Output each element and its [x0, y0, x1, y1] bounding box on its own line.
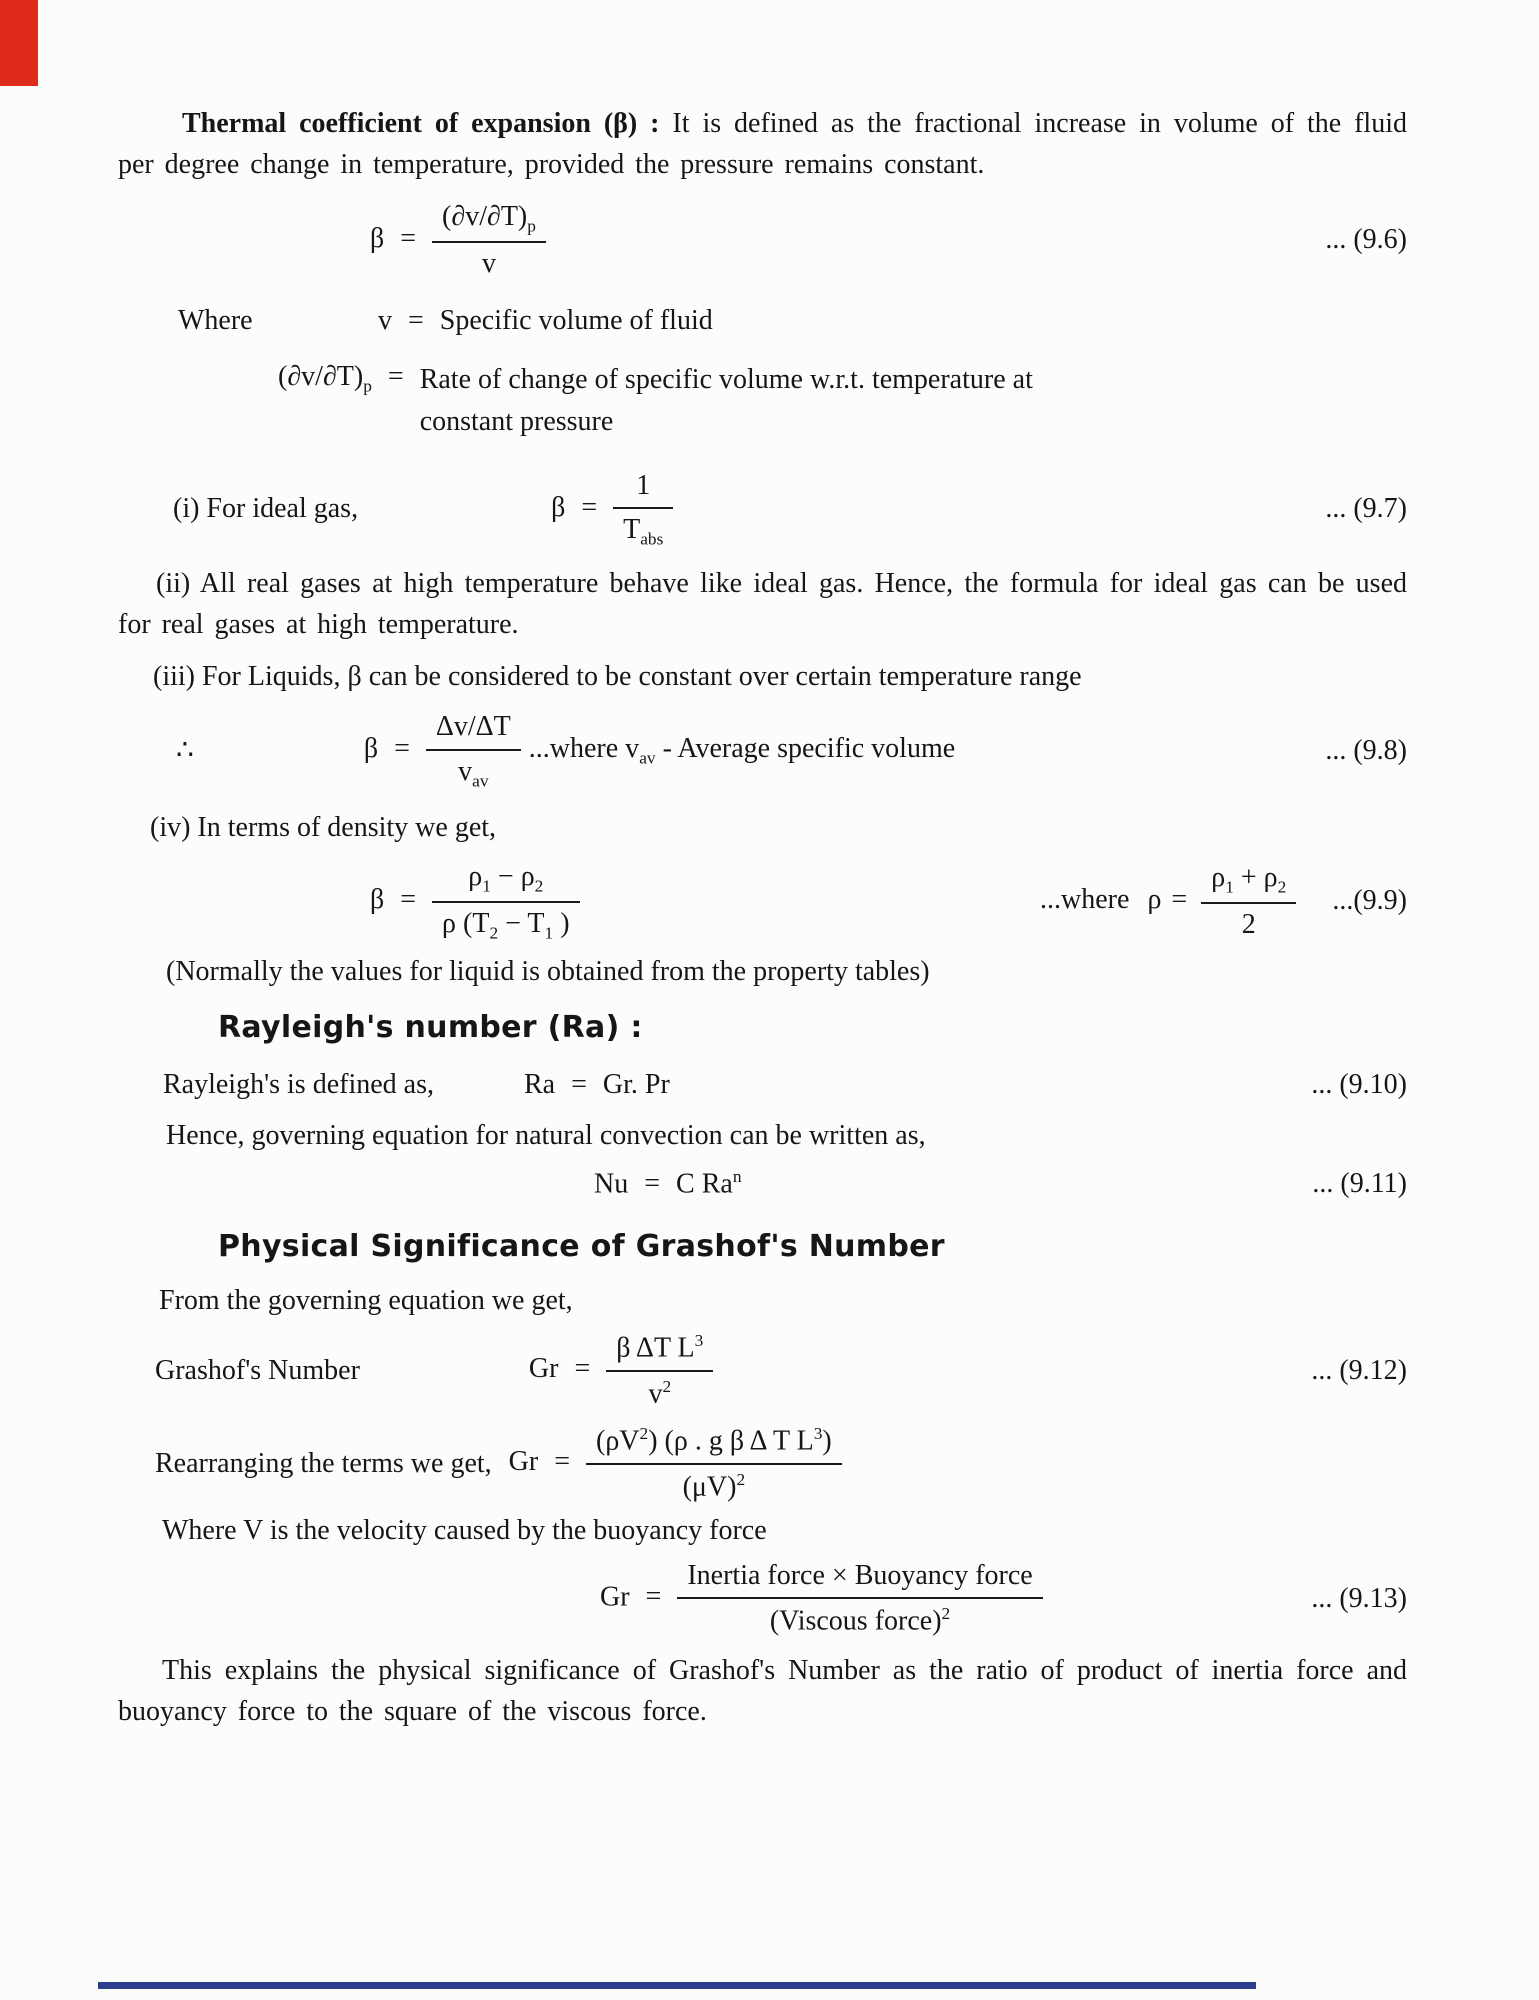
eq-9-6-fraction: [432, 200, 546, 281]
eq-9-8-number: ... (9.8): [1325, 734, 1407, 766]
eq-9-12-fraction: [606, 1330, 713, 1411]
eq-9-6-body: [370, 200, 546, 281]
eq-9-9-num-a: ρ: [468, 860, 483, 892]
eq-9-9-den-2: 2: [1241, 908, 1256, 940]
eq-9-9-den-b: − T: [498, 907, 545, 939]
equation-9-13: [118, 1559, 1407, 1639]
eq-9-12-number: ... (9.12): [1311, 1354, 1407, 1386]
dvdt-symbol-sub: p: [363, 376, 372, 396]
eq-9-9-den-a-sub: 2: [489, 923, 499, 943]
eq-9-12-numerator: [606, 1330, 713, 1371]
eq-9-11-body: [594, 1166, 742, 1203]
eq-9-6-num-sub: p: [527, 216, 536, 236]
eq-9-9-num-a-sub: 1: [482, 876, 491, 896]
eq-rearranged-body: [509, 1423, 842, 1504]
eq-9-8-fraction: [426, 710, 521, 791]
where-dvdt-line: [118, 359, 1407, 443]
eq-9-12-den-sup: 2: [662, 1376, 672, 1396]
equation-9-11: [118, 1166, 1407, 1203]
rearranging-label: Rearranging the terms we get,: [155, 1447, 492, 1479]
eq-9-9-equals-2: =: [1171, 884, 1188, 916]
dvdt-desc-line2: constant pressure: [419, 406, 614, 438]
eq-9-8-body: [364, 710, 521, 791]
eq-9-12-num-base: β ΔT L: [616, 1332, 695, 1364]
hence-line: Hence, governing equation for natural convection can be written as,: [166, 1120, 926, 1152]
eq-9-10-equals: =: [571, 1069, 587, 1101]
eq-rearranged-fraction: [586, 1423, 842, 1504]
equation-rearranged: [118, 1423, 1407, 1504]
eq-9-12-lhs: Gr: [528, 1353, 559, 1385]
dvdt-desc: [420, 359, 1033, 443]
closing-paragraph: This explains the physical significance of Grashof's Number as the ratio of product of inertia force and buoyancy force to the square of the viscous force.: [118, 1654, 1407, 1727]
intro-lead-text: It is defined as the fractional increase in volume of the fluid per degree change in temperature, provided the pressure remains constant.: [118, 108, 1407, 180]
eq-9-9-num2-b-sub: 2: [1277, 877, 1287, 897]
eq-9-6-equals: =: [400, 222, 417, 254]
red-corner-mark: [0, 0, 38, 86]
eq-9-6-denominator: v: [481, 247, 496, 279]
eq-rearranged-num-b: ) (ρ . g β Δ T L: [648, 1425, 814, 1457]
eq-9-8-where-post: - Average specific volume: [655, 733, 956, 765]
eq-9-7-fraction: [613, 469, 673, 550]
rayleigh-heading: Rayleigh's number (Ra) :: [218, 1010, 643, 1046]
eq-9-8-denominator: [426, 751, 521, 792]
where-v-equals: =: [408, 304, 424, 336]
eq-9-8-where-sub: av: [639, 748, 656, 768]
item-iv-line: (iv) In terms of density we get,: [150, 812, 497, 844]
grashof-heading: Physical Significance of Grashof's Number: [218, 1228, 945, 1264]
rayleigh-defined-label: Rayleigh's is defined as,: [163, 1069, 434, 1101]
where-v-body: [378, 303, 713, 339]
eq-9-9-den-b-sub: 1: [544, 923, 554, 943]
eq-9-12-denominator: [606, 1372, 713, 1411]
eq-9-9-fraction-2: [1201, 861, 1296, 942]
eq-9-7-body: [551, 469, 673, 550]
eq-9-7-numerator: 1: [613, 469, 673, 509]
property-tables-note: (Normally the values for liquid is obtained from the property tables): [166, 956, 930, 988]
eq-rearranged-denominator: [586, 1465, 842, 1504]
eq-9-7-number: ... (9.7): [1325, 493, 1407, 525]
eq-9-8-equals: =: [394, 733, 410, 765]
item-iii-line: (iii) For Liquids, β can be considered to be constant over certain temperature range: [153, 660, 1082, 692]
eq-9-9-denominator: [432, 903, 580, 944]
eq-9-9-where-note: [1040, 861, 1296, 942]
eq-rearranged-den-sup: 2: [736, 1469, 746, 1489]
intro-paragraph: [118, 104, 1407, 186]
eq-9-9-den-c: ): [553, 907, 570, 939]
eq-9-9-number: ...(9.9): [1332, 885, 1407, 917]
equation-9-10: [118, 1067, 1407, 1103]
eq-9-9-num-b-sub: 2: [534, 876, 544, 896]
equation-9-8: [118, 710, 1407, 791]
eq-9-13-fraction: [677, 1559, 1042, 1639]
eq-rearranged-num-a: (ρV: [596, 1425, 640, 1457]
eq-9-9-lhs: β: [370, 884, 385, 916]
eq-rearranged-lhs: Gr: [508, 1446, 539, 1478]
eq-9-10-number: ... (9.10): [1311, 1069, 1407, 1101]
eq-9-8-where-pre: ...where v: [528, 733, 640, 765]
eq-rearranged-num-b-sup: 3: [813, 1424, 823, 1444]
eq-9-11-rhs: C Ra: [676, 1168, 733, 1200]
eq-9-13-denominator: [677, 1599, 1042, 1638]
eq-rearranged-num-c: ): [822, 1425, 832, 1457]
dvdt-equals: =: [387, 361, 404, 393]
equation-9-6: [118, 200, 1407, 281]
eq-rearranged-equals: =: [554, 1446, 570, 1478]
eq-9-8-where-note: [529, 731, 955, 770]
eq-9-13-number: ... (9.13): [1311, 1582, 1407, 1614]
eq-9-13-equals: =: [645, 1581, 662, 1613]
eq-9-8-den-base: v: [458, 755, 473, 787]
eq-9-7-den-base: T: [623, 514, 641, 546]
eq-9-9-numerator: [432, 860, 580, 903]
eq-9-6-lhs: β: [370, 222, 385, 254]
eq-9-9-den-a: ρ (T: [442, 907, 490, 939]
eq-9-9-fraction: [432, 860, 580, 944]
eq-9-13-den-base: (Viscous force): [769, 1605, 942, 1637]
eq-9-13-den-sup: 2: [941, 1604, 951, 1624]
eq-9-13-body: [600, 1559, 1043, 1639]
eq-9-11-rhs-sup: n: [732, 1167, 742, 1187]
eq-9-8-den-sub: av: [472, 771, 489, 791]
eq-9-11-number: ... (9.11): [1312, 1168, 1407, 1200]
eq-9-9-body: [370, 860, 580, 944]
where-v-velocity-line: Where V is the velocity caused by the buoyancy force: [162, 1515, 767, 1547]
eq-9-12-den-base: v: [648, 1378, 663, 1410]
item-i-label: (i) For ideal gas,: [173, 493, 359, 525]
eq-9-9-where-label: ...where: [1040, 884, 1130, 916]
eq-9-6-number: ... (9.6): [1325, 224, 1407, 256]
where-v-symbol: v: [378, 304, 392, 336]
dvdt-symbol-base: (∂v/∂T): [278, 361, 364, 393]
eq-9-7-equals: =: [581, 491, 598, 523]
eq-9-9-num-b: − ρ: [490, 860, 535, 892]
item-ii-paragraph: (ii) All real gases at high temperature behave like ideal gas. Hence, the formula for ideal gas can be used for real gases at high temperature.: [118, 567, 1407, 640]
dvdt-desc-line1: Rate of change of specific volume w.r.t. temperature at: [419, 364, 1033, 396]
eq-9-12-num-sup: 3: [694, 1331, 704, 1351]
eq-9-9-num2-a-sub: 1: [1225, 877, 1234, 897]
eq-9-8-numerator: Δv/ΔT: [426, 710, 521, 750]
eq-9-13-lhs: Gr: [600, 1581, 630, 1613]
eq-9-11-lhs: Nu: [594, 1168, 629, 1200]
where-v-desc: Specific volume of fluid: [439, 304, 713, 336]
eq-rearranged-num-a-sup: 2: [639, 1424, 649, 1444]
eq-9-9-num2-b: + ρ: [1233, 862, 1278, 894]
eq-9-11-equals: =: [644, 1168, 661, 1200]
eq-9-13-numerator: Inertia force × Buoyancy force: [677, 1559, 1042, 1599]
eq-9-9-equals: =: [400, 884, 417, 916]
eq-9-10-body: [524, 1067, 670, 1103]
dvdt-symbol: [278, 359, 372, 398]
eq-9-7-den-sub: abs: [640, 529, 664, 549]
equation-9-12: [118, 1330, 1407, 1411]
intro-lead-bold: Thermal coefficient of expansion (β) :: [182, 108, 673, 139]
eq-9-10-lhs: Ra: [524, 1069, 556, 1101]
eq-9-6-numerator: [432, 200, 546, 243]
eq-9-9-num-2: [1201, 861, 1296, 904]
eq-9-12-body: [529, 1330, 713, 1411]
page-content: [118, 104, 1407, 1732]
eq-9-10-rhs: Gr. Pr: [602, 1069, 670, 1101]
footer-blue-rule: [98, 1982, 1256, 1989]
eq-9-7-lhs: β: [551, 491, 566, 523]
therefore-symbol: ∴: [176, 734, 194, 766]
eq-9-12-equals: =: [574, 1353, 591, 1385]
from-line: From the governing equation we get,: [159, 1284, 573, 1316]
where-label: Where: [178, 304, 253, 336]
eq-9-9-rho: ρ: [1147, 884, 1162, 916]
grashof-number-label: Grashof's Number: [155, 1354, 360, 1386]
where-v-line: [118, 303, 1407, 339]
equation-9-9: [118, 860, 1407, 944]
eq-9-9-num2-a: ρ: [1211, 862, 1226, 894]
eq-9-7-denominator: [613, 509, 673, 550]
eq-rearranged-den-base: (μV): [682, 1471, 737, 1503]
eq-rearranged-numerator: [586, 1423, 842, 1464]
equation-9-7: [118, 469, 1407, 550]
eq-9-6-num-base: (∂v/∂T): [442, 200, 528, 232]
eq-9-8-lhs: β: [363, 733, 379, 765]
